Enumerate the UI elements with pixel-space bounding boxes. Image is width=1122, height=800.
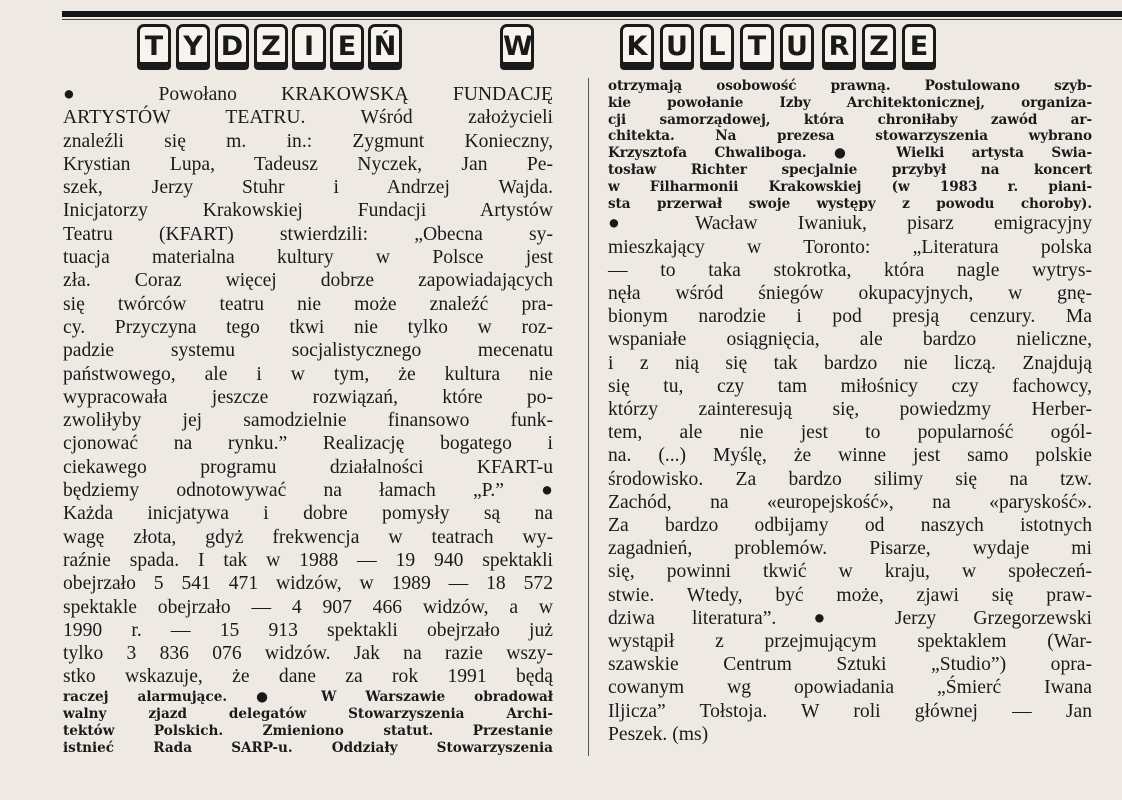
title-letter: W	[500, 24, 534, 70]
text-line: się, powinni tkwić w kraju, w społeczeń-	[608, 561, 1092, 583]
title-letter: Y	[176, 24, 210, 70]
right-column	[608, 78, 1092, 746]
small-text-line: walny zjazd delegatów Stowarzyszenia Archi-	[63, 705, 553, 722]
small-text-line: w Filharmonii Krakowskiej (w 1983 r. piani-	[608, 178, 1092, 195]
text-line: raźnie spada. I tak w 1988 — 19 940 spektakli	[63, 549, 553, 571]
text-line: i z nią się tak bardzo nie liczą. Znajdują	[608, 352, 1092, 374]
text-line: tylko 3 836 076 widzów. Jak na razie wszy-	[63, 643, 553, 665]
text-line: mieszkający w Toronto: „Literatura polska	[608, 236, 1092, 258]
small-text-line: tektów Polskich. Zmieniono statut. Przestanie	[63, 723, 553, 740]
small-text-line: otrzymają osobowość prawną. Postulowano szyb-	[608, 78, 1092, 94]
text-line: szek, Jerzy Stuhr i Andrzej Wajda.	[63, 177, 553, 199]
small-text-line: Krzysztofa Chwaliboga. ● Wielki artysta Swia-	[608, 145, 1092, 162]
text-line: spektakle obejrzało — 4 907 466 widzów, a w	[63, 596, 553, 618]
text-line: ciekawego programu działalności KFART-u	[63, 456, 553, 478]
small-text-line: tosław Richter specjalnie przybył na koncert	[608, 161, 1092, 178]
title-letter: I	[292, 24, 326, 70]
text-line: stko wskazuje, że dane za rok 1991 będą	[63, 666, 553, 688]
text-line: tuacja materialna kultury w Polsce jest	[63, 247, 553, 269]
text-line: państwowego, ale i w tym, że kultura nie	[63, 363, 553, 385]
text-line: wypracowała jeszcze rozwiązań, które po-	[63, 386, 553, 408]
text-line: będziemy odnotowywać na łamach „P.” ●	[63, 480, 553, 502]
text-line: nęła wśród śniegów okupacyjnych, w gnę-	[608, 282, 1092, 304]
text-line: Za bardzo odbijamy od naszych istotnych	[608, 515, 1092, 537]
text-line: Teatru (KFART) stwierdzili: „Obecna sy-	[63, 223, 553, 245]
text-line: ARTYSTÓW TEATRU. Wśród założycieli	[63, 107, 553, 129]
section-title	[0, 24, 1122, 74]
text-line: cjonować na rynku.” Realizację bogatego i	[63, 433, 553, 455]
title-letter: R	[822, 24, 856, 70]
text-line: środowisko. Za bardzo silimy się na tzw.	[608, 468, 1092, 490]
text-line: bionym narodzie i pod presją cenzury. Ma	[608, 306, 1092, 328]
text-line: padzie systemu socjalistycznego mecenatu	[63, 340, 553, 362]
text-line: wagę złota, gdyż frekwencja w teatrach wy-	[63, 526, 553, 548]
text-line: wspaniałe osiągnięcia, ale bardzo nieliczne,	[608, 329, 1092, 351]
text-line: cy. Przyczyna tego tkwi nie tylko w roz-	[63, 316, 553, 338]
header-rule-thin	[62, 19, 1122, 20]
title-letter: E	[902, 24, 936, 70]
text-line: Zachód, na «europejskość», na «paryskość».	[608, 491, 1092, 513]
text-line: znaleźli się m. in.: Zygmunt Konieczny,	[63, 130, 553, 152]
title-letter: E	[330, 24, 364, 70]
text-line: ● Powołano KRAKOWSKĄ FUNDACJĘ	[63, 84, 553, 105]
title-letter: Z	[254, 24, 288, 70]
small-text-line: kie powołanie Izby Architektonicznej, organiza-	[608, 94, 1092, 111]
text-line: — to taka stokrotka, która nagle wytrys-	[608, 259, 1092, 281]
text-line: wystąpił z przejmującym spektaklem (War-	[608, 631, 1092, 653]
text-line: stwie. Wtedy, być może, zjawi się praw-	[608, 584, 1092, 606]
title-letter: K	[620, 24, 654, 70]
column-divider	[588, 78, 589, 756]
text-line: cowanym wg opowiadania „Śmierć Iwana	[608, 677, 1092, 699]
text-line: zagadnień, problemów. Pisarze, wydaje mi	[608, 538, 1092, 560]
text-line: Każda inicjatywa i dobre pomysły są na	[63, 503, 553, 525]
text-line-last: Peszek. (ms)	[608, 723, 709, 745]
text-line: zła. Coraz więcej dobrze zapowiadających	[63, 270, 553, 292]
text-line: dziwa literatura”. ● Jerzy Grzegorzewski	[608, 607, 1092, 629]
text-line: na. (...) Myślę, że winne jest samo polskie	[608, 445, 1092, 467]
text-line: którzy zainteresują się, powiedzmy Herber-	[608, 399, 1092, 420]
title-letter: T	[740, 24, 774, 70]
title-letter: U	[780, 24, 814, 70]
header-rule-thick	[62, 11, 1122, 17]
text-line: ● Wacław Iwaniuk, pisarz emigracyjny	[608, 213, 1092, 235]
title-letter: L	[700, 24, 734, 70]
text-line: zwoliłyby jej samodzielnie finansowo funk-	[63, 410, 553, 432]
small-text-line: sta przerwał swoje występy z powodu choroby).	[608, 195, 1092, 212]
small-text-line: chitekta. Na prezesa stowarzyszenia wybrano	[608, 128, 1092, 145]
text-line: się twórców teatru nie może znaleźć pra-	[63, 293, 553, 315]
text-line: 1990 r. — 15 913 spektakli obejrzało już	[63, 619, 553, 641]
text-line: Inicjatorzy Krakowskiej Fundacji Artystów	[63, 200, 553, 222]
text-line: tem, ale nie jest to popularność ogól-	[608, 422, 1092, 444]
text-line: się tu, czy tam miłośnicy czy fachowcy,	[608, 375, 1092, 397]
text-line: szawskie Centrum Sztuki „Studio”) opra-	[608, 654, 1092, 676]
title-letter: T	[137, 24, 171, 70]
text-line: obejrzało 5 541 471 widzów, w 1989 — 18 572	[63, 573, 553, 595]
title-letter: Ń	[368, 24, 402, 70]
title-letter: D	[215, 24, 249, 70]
title-letter: U	[660, 24, 694, 70]
title-letter: Z	[862, 24, 896, 70]
small-text-line: raczej alarmujące. ● W Warszawie obradował	[63, 688, 553, 705]
text-line: Krystian Lupa, Tadeusz Nyczek, Jan Pe-	[63, 153, 553, 175]
left-column	[63, 83, 553, 758]
small-text-line: istnieć Rada SARP-u. Oddziały Stowarzyszenia	[63, 740, 553, 757]
small-text-line: cji samorządowej, która chroniłaby zawód ar-	[608, 111, 1092, 128]
text-line: Iljicza” Tołstoja. W roli głównej — Jan	[608, 700, 1092, 722]
